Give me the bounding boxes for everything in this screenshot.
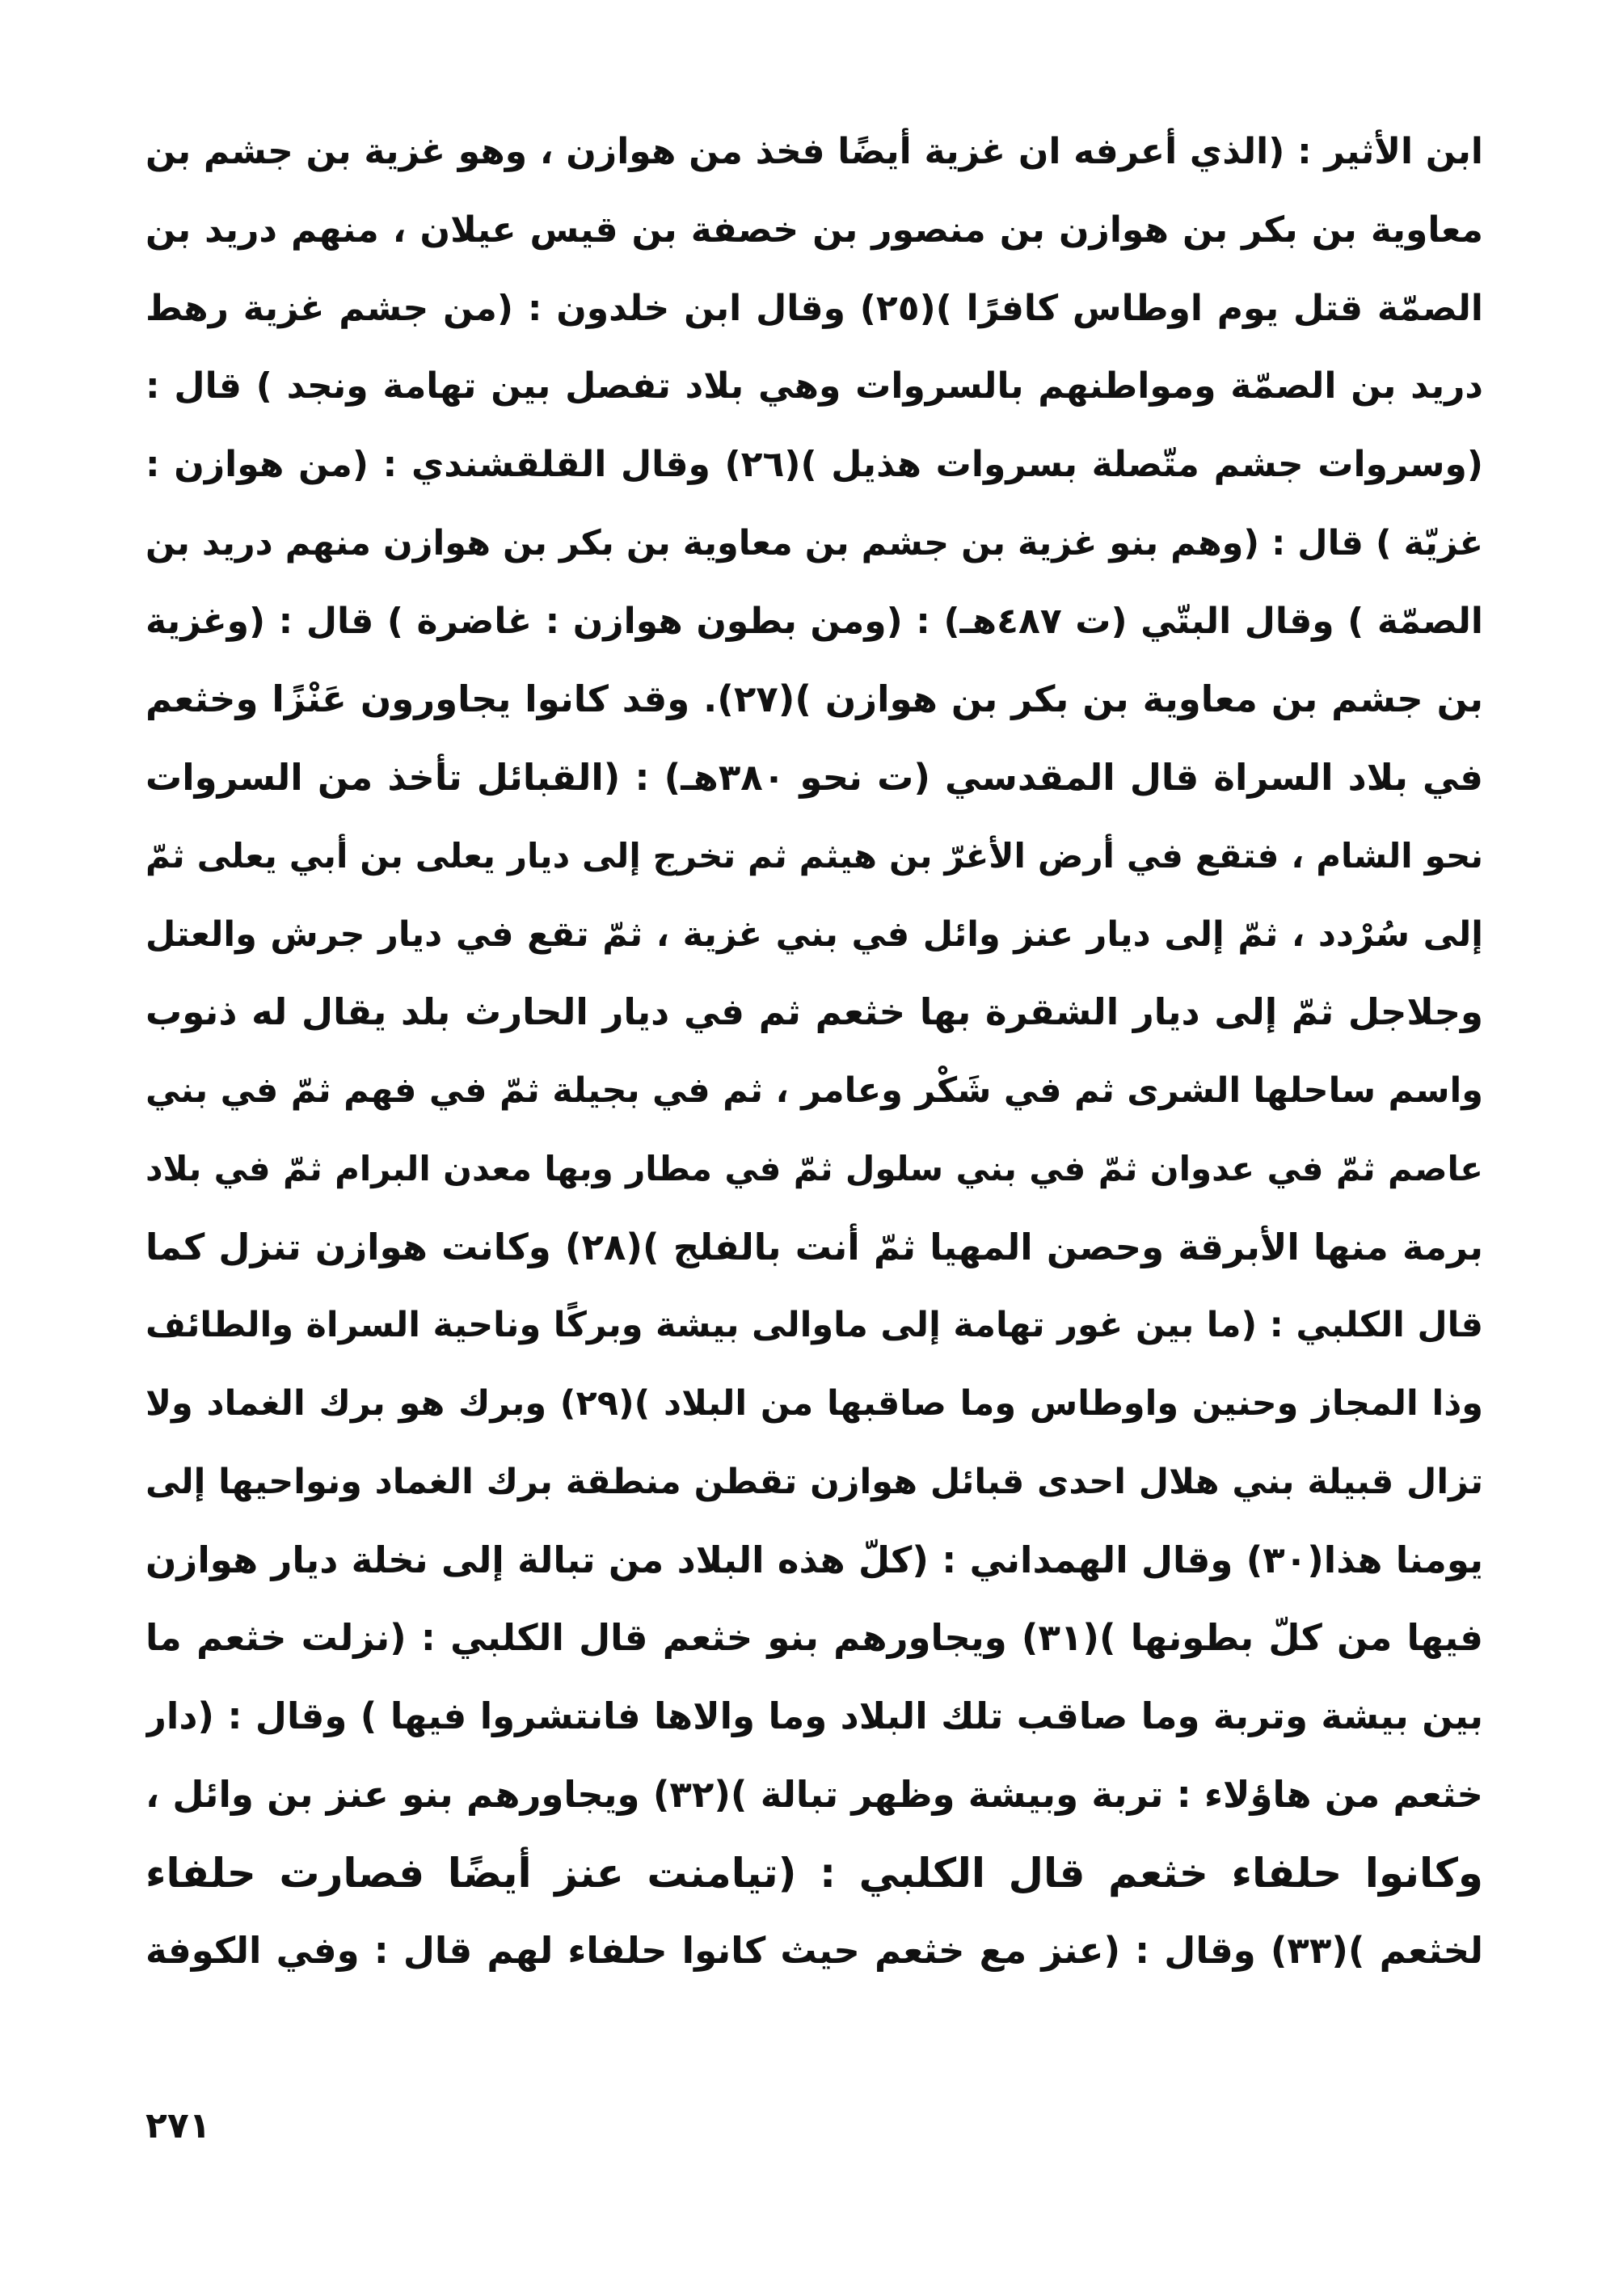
text-line: دريد بن الصمّة ومواطنهم بالسروات وهي بلاد تفصل بين تهامة ونجد ) قال : — [145, 365, 1483, 407]
text-line: (وسروات جشم متّصلة بسروات هذيل )(٢٦) وقال القلقشندي : (من هوازن : — [145, 444, 1483, 485]
text-line: برمة منها الأبرقة وحصن المهيا ثمّ أنت بالفلج )(٢٨) وكانت هوازن تنزل كما — [145, 1225, 1483, 1268]
text-line: وذا المجاز وحنين واوطاس وما صاقبها من البلاد )(٢٩) وبرك هو برك الغماد ولا — [145, 1383, 1483, 1424]
text-line: واسم ساحلها الشرى ثم في شَكْر وعامر ، ثم في بجيلة ثمّ في فهم ثمّ في بني — [145, 1070, 1483, 1111]
text-line: تزال قبيلة بني هلال احدى قبائل هوازن تقطن منطقة برك الغماد ونواحيها إلى — [145, 1461, 1483, 1502]
text-line: بن جشم بن معاوية بن بكر بن هوازن )(٢٧). وقد كانوا يجاورون عَنْزًا وخثعم — [145, 677, 1483, 721]
text-line: قال الكلبي : (ما بين غور تهامة إلى ماوالى بيشة وبركًا وناحية السراة والطائف — [145, 1305, 1483, 1346]
body-text — [145, 113, 1483, 1990]
text-line: الصمّة ) وقال البتّي (ت ٤٨٧هـ) : (ومن بطون هوازن : غاضرة ) قال : (وغزية — [145, 600, 1483, 642]
text-line: بين بيشة وتربة وما صاقب تلك البلاد وما والاها فانتشروا فيها ) وقال : (دار — [145, 1695, 1483, 1737]
text-line: عاصم ثمّ في عدوان ثمّ في بني سلول ثمّ في مطار وبها معدن البرام ثمّ في بلاد — [145, 1148, 1483, 1188]
text-line: الصمّة قتل يوم اوطاس كافرًا )(٢٥) وقال ابن خلدون : (من جشم غزية رهط — [145, 287, 1483, 329]
text-line: لخثعم )(٣٣) وقال : (عنز مع خثعم حيث كانوا حلفاء لهم قال : وفي الكوفة — [145, 1929, 1483, 1973]
text-line: في بلاد السراة قال المقدسي (ت نحو ٣٨٠هـ) : (القبائل تأخذ من السروات — [145, 756, 1483, 799]
text-line: فيها من كلّ بطونها )(٣١) ويجاورهم بنو خثعم قال الكلبي : (نزلت خثعم ما — [145, 1616, 1483, 1660]
text-line: خثعم من هاؤلاء : تربة وبيشة وظهر تبالة )(٣٢) ويجاورهم بنو عنز بن وائل ، — [145, 1772, 1483, 1816]
text-line: وكانوا حلفاء خثعم قال الكلبي : (تيامنت عنز أيضًا فصارت حلفاء — [145, 1849, 1483, 1897]
text-line: غزيّة ) قال : (وهم بنو غزية بن جشم بن معاوية بن بكر بن هوازن منهم دريد بن — [145, 522, 1483, 563]
text-line: نحو الشام ، فتقع في أرض الأغرّ بن هيثم ثم تخرج إلى ديار يعلى بن أبي يعلى ثمّ — [145, 835, 1483, 876]
text-line: إلى سُرْدد ، ثمّ إلى ديار عنز وائل في بني غزية ، ثمّ تقع في ديار جرش والعتل — [145, 914, 1483, 955]
text-line: يومنا هذا(٣٠) وقال الهمداني : (كلّ هذه البلاد من تبالة إلى نخلة ديار هوازن — [145, 1538, 1483, 1581]
text-line: ابن الأثير : (الذي أعرفه ان غزية أيضًا فخذ من هوازن ، وهو غزية بن جشم بن — [145, 131, 1483, 172]
page-number: ٢٧١ — [145, 2105, 211, 2146]
text-line: وجلاجل ثمّ إلى ديار الشقرة بها خثعم ثم في ديار الحارث بلد يقال له ذنوب — [145, 990, 1483, 1034]
text-line: معاوية بن بكر بن هوازن بن منصور بن خصفة بن قيس عيلان ، منهم دريد بن — [145, 209, 1483, 251]
